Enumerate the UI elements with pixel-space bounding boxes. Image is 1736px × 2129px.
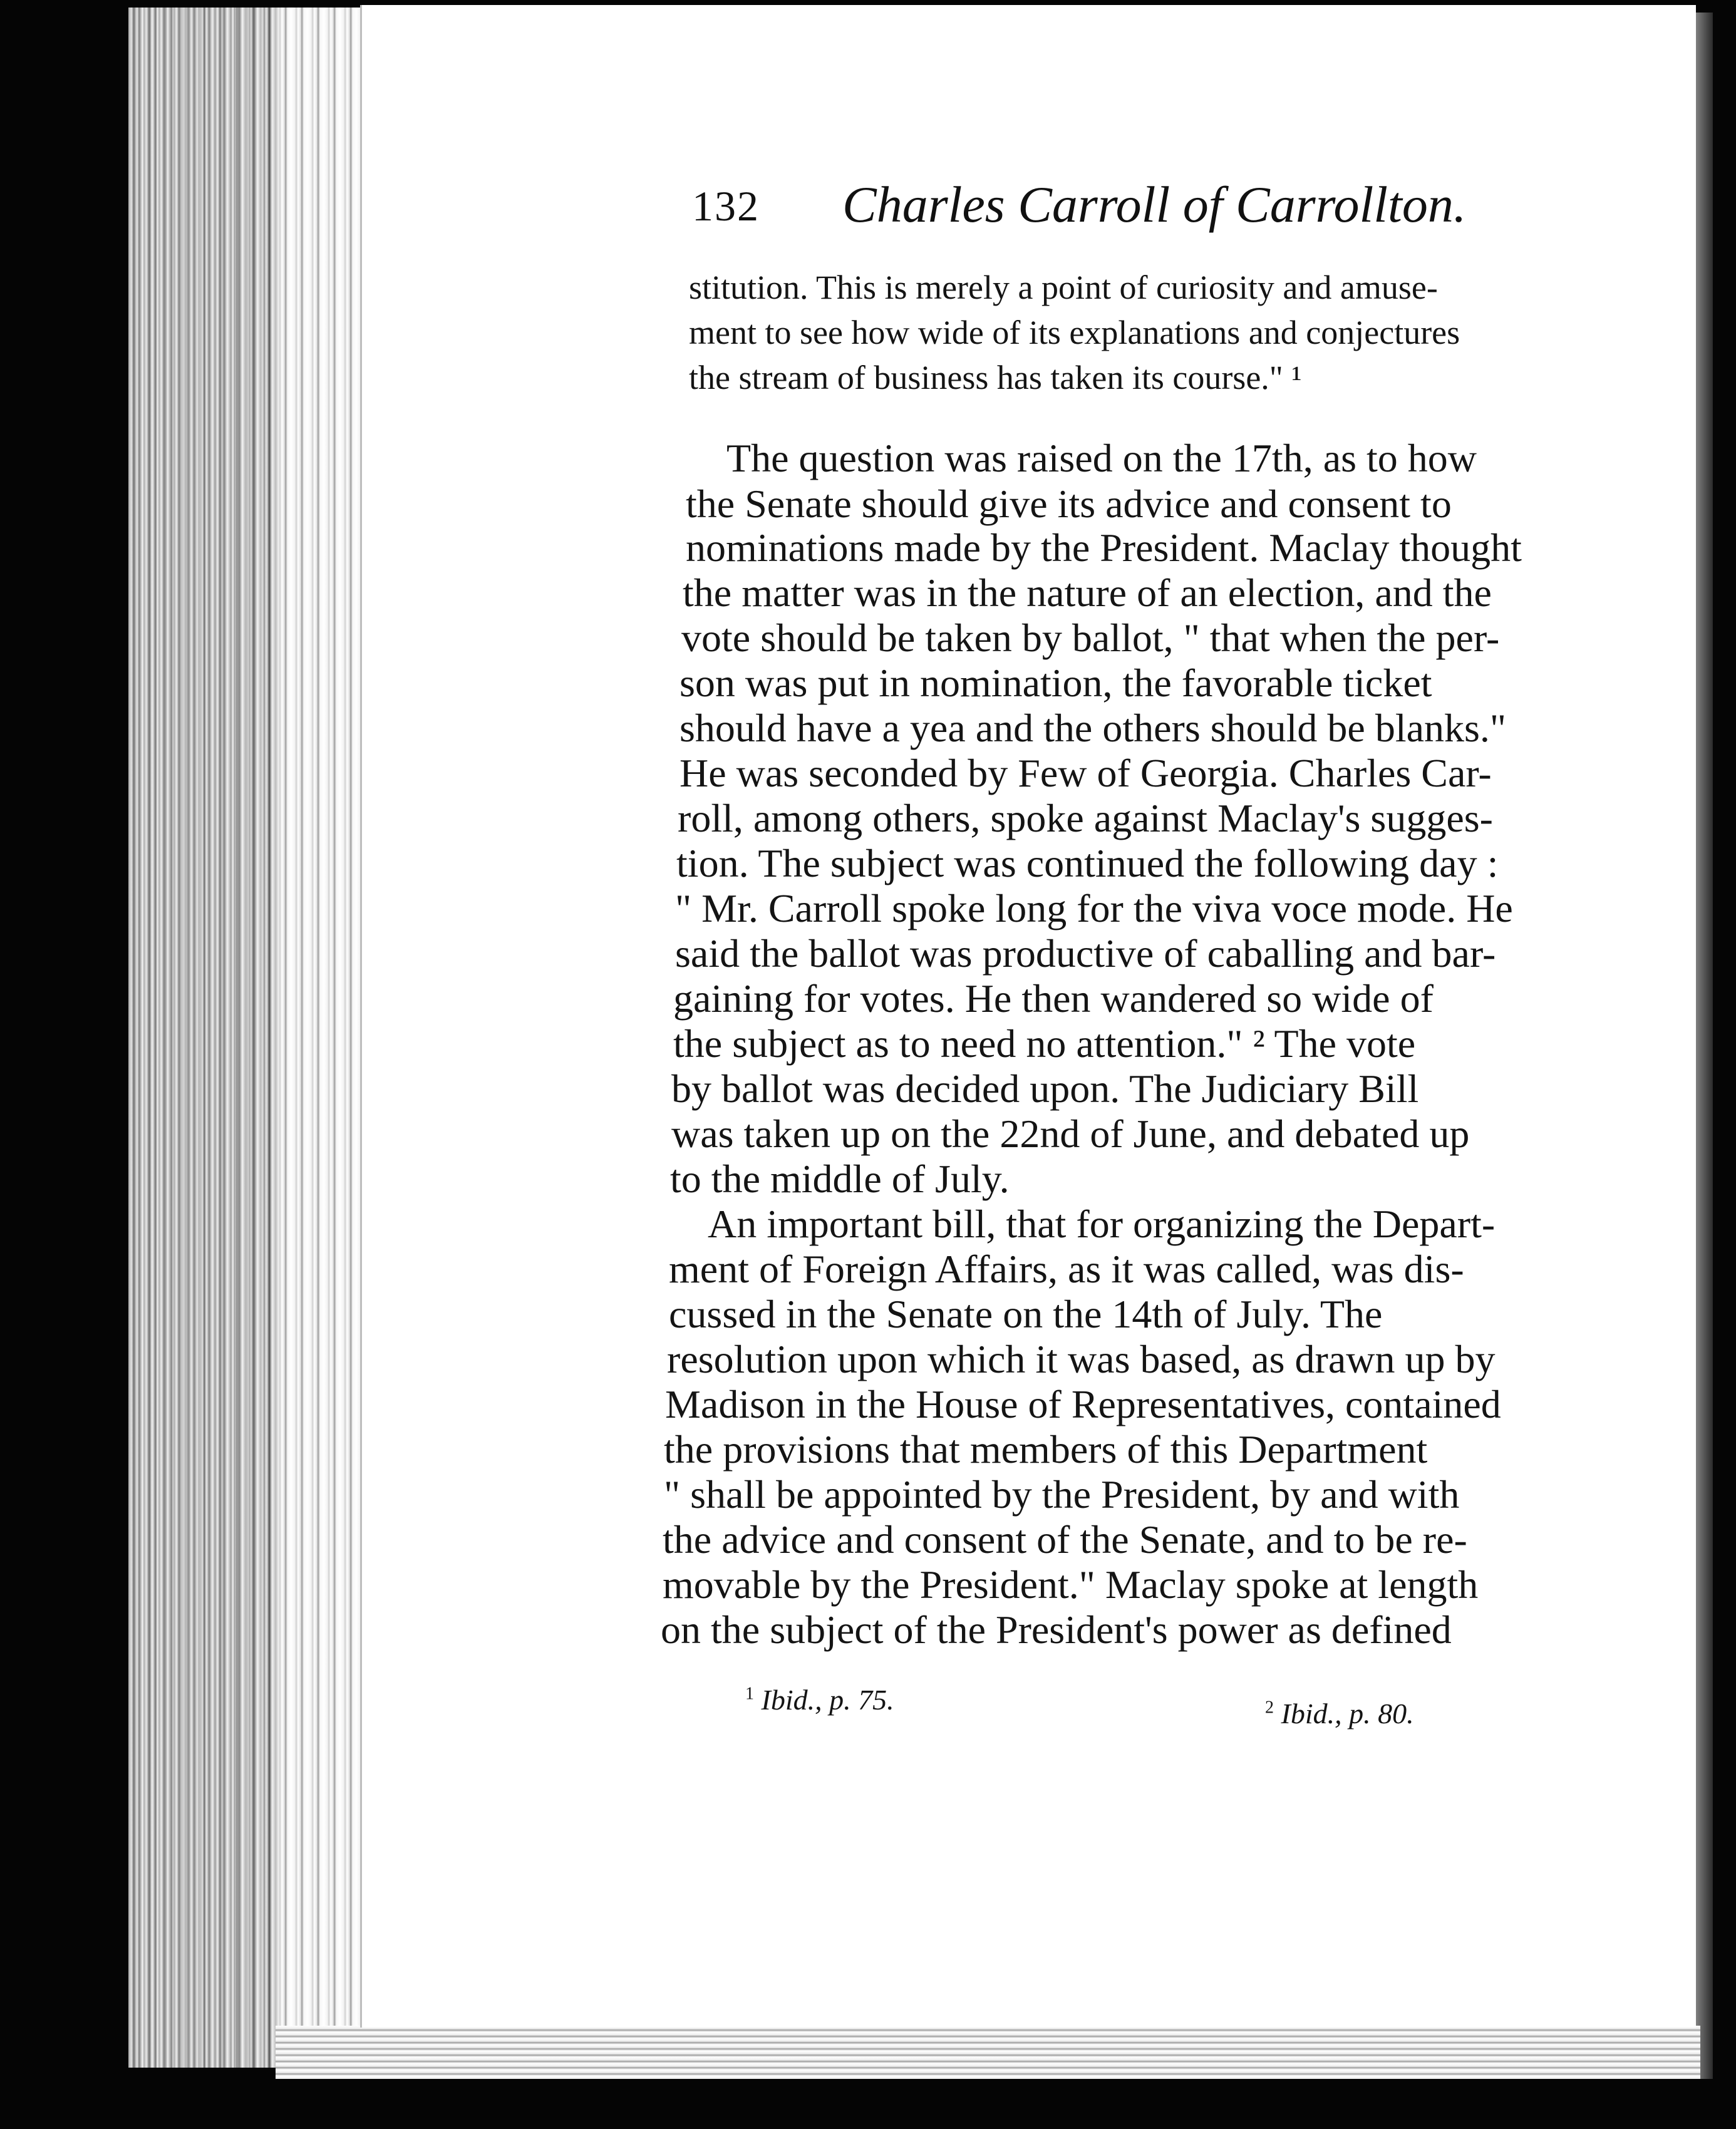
- body-line: roll, among others, spoke against Maclay's sugges-: [678, 796, 1493, 840]
- body-line: " Mr. Carroll spoke long for the viva voce mode. He: [675, 886, 1513, 930]
- body-line: said the ballot was productive of caballing and bar-: [675, 931, 1496, 976]
- footnote-marker: 1: [745, 1684, 754, 1704]
- page-header: [692, 175, 1467, 250]
- body-line: the subject as to need no attention." ² The vote: [673, 1021, 1416, 1066]
- body-line: cussed in the Senate on the 14th of July. The: [669, 1292, 1383, 1336]
- footnote-text: Ibid., p. 80.: [1281, 1698, 1414, 1729]
- body-line: An important bill, that for organizing the Depart-: [708, 1202, 1496, 1246]
- body-line: resolution upon which it was based, as drawn up by: [667, 1337, 1496, 1381]
- body-line: gaining for votes. He then wandered so wide of: [673, 976, 1434, 1021]
- body-line: nominations made by the President. Maclay thought: [686, 525, 1522, 570]
- page-bottom-edges: [276, 2026, 1700, 2079]
- footnote-2: [1265, 1697, 1414, 1730]
- page-number: 132: [692, 182, 760, 230]
- body-line: to the middle of July.: [670, 1157, 1010, 1201]
- body-line: was taken up on the 22nd of June, and debated up: [671, 1111, 1470, 1156]
- body-line: " shall be appointed by the President, by and with: [664, 1472, 1460, 1517]
- footnote-marker: 2: [1265, 1698, 1274, 1718]
- body-line: movable by the President." Maclay spoke at length: [663, 1562, 1479, 1607]
- body-line: ment of Foreign Affairs, as it was called, was dis-: [669, 1247, 1464, 1291]
- running-title: Charles Carroll of Carrollton.: [842, 176, 1467, 233]
- body-line: the advice and consent of the Senate, and to be re-: [663, 1517, 1467, 1562]
- page-block-shadow: [128, 8, 279, 2068]
- body-line: should have a yea and the others should be blanks.": [679, 706, 1507, 750]
- footnote-1: [745, 1683, 894, 1716]
- quote-line: the stream of business has taken its course." ¹: [689, 359, 1302, 396]
- body-line: the provisions that members of this Department: [664, 1427, 1428, 1472]
- quote-line: ment to see how wide of its explanations and conjectures: [689, 314, 1460, 351]
- body-line: tion. The subject was continued the following day :: [676, 841, 1499, 885]
- body-line: He was seconded by Few of Georgia. Charles Car-: [679, 751, 1492, 795]
- book-spine-edge: [1694, 13, 1713, 2079]
- body-line: vote should be taken by ballot, " that when the per-: [681, 616, 1500, 660]
- body-line: Madison in the House of Representatives, contained: [665, 1382, 1501, 1426]
- footnote-text: Ibid., p. 75.: [761, 1684, 894, 1716]
- body-line: on the subject of the President's power as defined: [661, 1607, 1452, 1652]
- body-line: the matter was in the nature of an election, and the: [683, 570, 1492, 615]
- body-line: The question was raised on the 17th, as to how: [726, 436, 1477, 480]
- quote-line: stitution. This is merely a point of curiosity and amuse-: [689, 269, 1438, 306]
- body-line: the Senate should give its advice and consent to: [686, 482, 1452, 526]
- body-line: by ballot was decided upon. The Judiciary Bill: [671, 1066, 1419, 1111]
- body-line: son was put in nomination, the favorable ticket: [679, 661, 1432, 705]
